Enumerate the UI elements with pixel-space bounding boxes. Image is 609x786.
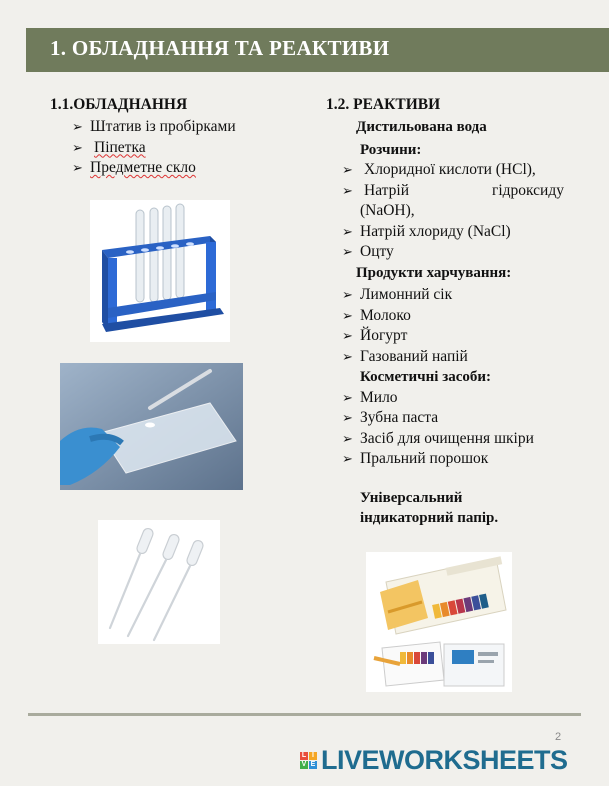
arrow-bullet-icon: ➢ bbox=[72, 119, 83, 134]
indicator-label-line2: індикаторний папір. bbox=[360, 510, 499, 526]
list-item: ➢ Піпетка bbox=[72, 138, 280, 159]
list-item: ➢ Предметне скло bbox=[72, 158, 280, 179]
arrow-bullet-icon: ➢ bbox=[342, 328, 353, 343]
list-item: ➢ Засіб для очищення шкіри bbox=[342, 429, 566, 450]
list-item: (NaOH), bbox=[360, 202, 415, 219]
arrow-bullet-icon: ➢ bbox=[342, 348, 353, 364]
solutions-list bbox=[342, 160, 564, 263]
list-item: ➢ Оцту bbox=[342, 242, 564, 263]
arrow-bullet-icon: ➢ bbox=[342, 430, 353, 446]
arrow-bullet-icon: ➢ bbox=[342, 223, 353, 239]
arrow-bullet-icon: ➢ bbox=[72, 139, 83, 155]
arrow-bullet-icon: ➢ bbox=[342, 162, 353, 177]
logo-mark-icon: L I V E bbox=[301, 752, 316, 768]
distilled-water-label: Дистильована вода bbox=[356, 119, 487, 135]
arrow-bullet-icon: ➢ bbox=[342, 389, 353, 405]
equipment-heading: 1.1.ОБЛАДНАННЯ bbox=[50, 96, 188, 113]
arrow-bullet-icon: ➢ bbox=[342, 307, 353, 323]
list-item: ➢ Лимонний сік bbox=[342, 285, 566, 306]
pipettes-image bbox=[98, 520, 220, 644]
logo-text: LIVEWORKSHEETS bbox=[321, 745, 568, 775]
equipment-list bbox=[72, 117, 280, 179]
list-item: ➢ Газований напій bbox=[342, 347, 566, 368]
cosmetics-heading: Косметичні засоби: bbox=[360, 369, 492, 385]
microscope-slide-image bbox=[60, 363, 243, 490]
reagents-heading: 1.2. РЕАКТИВИ bbox=[326, 96, 441, 113]
arrow-bullet-icon: ➢ bbox=[72, 160, 83, 175]
equipment-section bbox=[50, 96, 280, 179]
page-number: 2 bbox=[555, 731, 562, 743]
food-heading: Продукти харчування: bbox=[356, 264, 512, 281]
list-item: ➢ Йогурт bbox=[342, 326, 566, 347]
arrow-bullet-icon: ➢ bbox=[342, 410, 353, 425]
arrow-bullet-icon: ➢ bbox=[342, 182, 353, 198]
arrow-bullet-icon: ➢ bbox=[342, 287, 353, 302]
test-tube-rack-image bbox=[90, 200, 230, 342]
list-item: ➢ Натрій хлориду (NaCl) bbox=[342, 222, 564, 243]
cosmetics-list bbox=[342, 388, 566, 470]
list-item: ➢ Натрій гідроксиду bbox=[342, 181, 564, 202]
page-title: 1. ОБЛАДНАННЯ ТА РЕАКТИВИ bbox=[50, 36, 390, 60]
footer-divider bbox=[28, 713, 581, 716]
list-item: ➢ Пральний порошок bbox=[342, 449, 566, 470]
arrow-bullet-icon: ➢ bbox=[342, 451, 353, 466]
arrow-bullet-icon: ➢ bbox=[342, 244, 353, 259]
indicator-label-line1: Універсальний bbox=[360, 489, 463, 506]
reagents-section bbox=[326, 96, 566, 529]
ph-indicator-paper-image bbox=[366, 552, 512, 692]
list-item: ➢ Мило bbox=[342, 388, 566, 409]
solutions-heading: Розчини: bbox=[360, 141, 422, 158]
list-item: ➢ Зубна паста bbox=[342, 408, 566, 429]
food-list bbox=[342, 285, 566, 367]
list-item: ➢ Штатив із пробірками bbox=[72, 117, 280, 138]
list-item: ➢ Хлоридної кислоти (HCl), bbox=[342, 160, 564, 181]
list-item: ➢ Молоко bbox=[342, 306, 566, 327]
title-banner bbox=[26, 28, 609, 72]
liveworksheets-logo bbox=[300, 745, 568, 776]
